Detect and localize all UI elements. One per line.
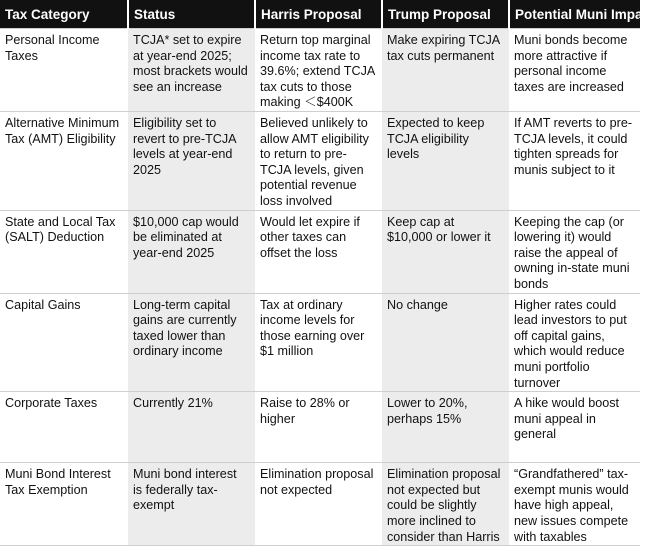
cell-muni-impact: Higher rates could lead investors to put off capital gains, which would reduce muni portfolio turnover: [509, 293, 640, 392]
cell-tax-category: Alternative Minimum Tax (AMT) Eligibility: [0, 112, 128, 211]
cell-status: TCJA* set to expire at year-end 2025; most brackets would see an increase: [128, 29, 255, 112]
cell-tax-category: Muni Bond Interest Tax Exemption: [0, 463, 128, 546]
cell-tax-category: Personal Income Taxes: [0, 29, 128, 112]
cell-status: $10,000 cap would be eliminated at year-end 2025: [128, 210, 255, 293]
cell-tax-category: Corporate Taxes: [0, 392, 128, 463]
cell-status: Muni bond interest is federally tax-exempt: [128, 463, 255, 546]
cell-harris-proposal: Believed unlikely to allow AMT eligibility to return to pre-TCJA levels, given potential revenue loss involved: [255, 112, 382, 211]
table-row: [0, 29, 640, 112]
cell-trump-proposal: No change: [382, 293, 509, 392]
cell-trump-proposal: Elimination proposal not expected but could be slightly more inclined to consider than Harris: [382, 463, 509, 546]
cell-harris-proposal: Return top marginal income tax rate to 39.6%; extend TCJA tax cuts to those making ＜$400K: [255, 29, 382, 112]
cell-harris-proposal: Raise to 28% or higher: [255, 392, 382, 463]
table-row: [0, 463, 640, 546]
cell-harris-proposal: Elimination proposal not expected: [255, 463, 382, 546]
cell-trump-proposal: Keep cap at $10,000 or lower it: [382, 210, 509, 293]
cell-tax-category: State and Local Tax (SALT) Deduction: [0, 210, 128, 293]
header-harris-proposal: Harris Proposal: [255, 0, 382, 29]
table-row: [0, 293, 640, 392]
cell-trump-proposal: Make expiring TCJA tax cuts permanent: [382, 29, 509, 112]
table-row: [0, 112, 640, 211]
header-status: Status: [128, 0, 255, 29]
header-potential-muni-impact: Potential Muni Impact: [509, 0, 640, 29]
cell-muni-impact: Keeping the cap (or lowering it) would raise the appeal of owning in-state muni bonds: [509, 210, 640, 293]
cell-status: Currently 21%: [128, 392, 255, 463]
header-row: [0, 0, 640, 29]
table-row: [0, 392, 640, 463]
cell-muni-impact: “Grandfathered” tax-exempt munis would have high appeal, new issues compete with taxables: [509, 463, 640, 546]
cell-muni-impact: If AMT reverts to pre-TCJA levels, it could tighten spreads for munis subject to it: [509, 112, 640, 211]
cell-muni-impact: A hike would boost muni appeal in general: [509, 392, 640, 463]
cell-tax-category: Capital Gains: [0, 293, 128, 392]
header-trump-proposal: Trump Proposal: [382, 0, 509, 29]
header-tax-category: Tax Category: [0, 0, 128, 29]
cell-status: Long-term capital gains are currently taxed lower than ordinary income: [128, 293, 255, 392]
cell-status: Eligibility set to revert to pre-TCJA levels at year-end 2025: [128, 112, 255, 211]
cell-harris-proposal: Tax at ordinary income levels for those earning over $1 million: [255, 293, 382, 392]
cell-muni-impact: Muni bonds become more attractive if personal income taxes are increased: [509, 29, 640, 112]
cell-trump-proposal: Expected to keep TCJA eligibility levels: [382, 112, 509, 211]
cell-trump-proposal: Lower to 20%, perhaps 15%: [382, 392, 509, 463]
cell-harris-proposal: Would let expire if other taxes can offset the loss: [255, 210, 382, 293]
table-row: [0, 210, 640, 293]
